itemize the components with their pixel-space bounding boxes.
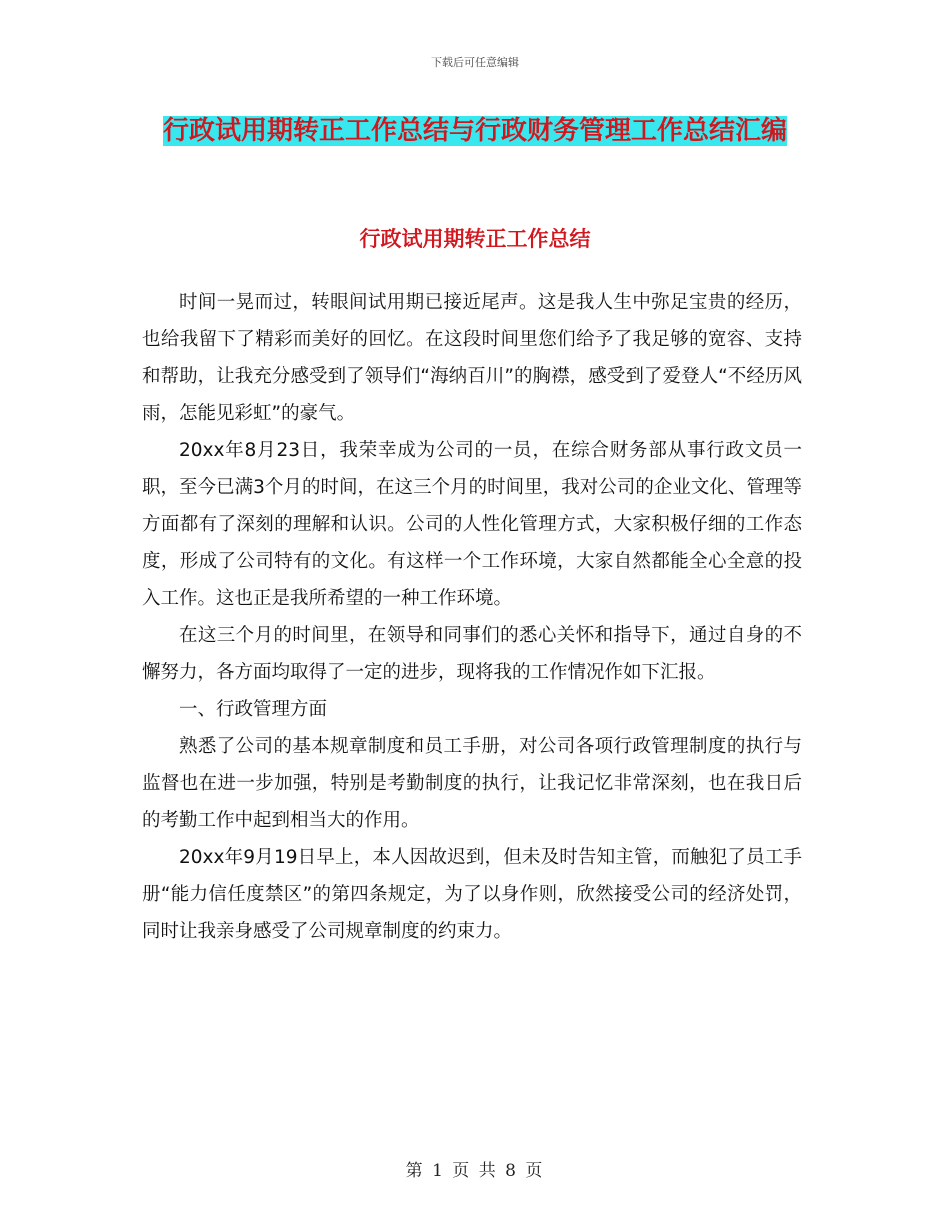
paragraph: 20xx年9月19日早上，本人因故迟到，但未及时告知主管，而触犯了员工手册“能力信任度禁区”的第四条规定，为了以身作则，欣然接受公司的经济处罚，同时让我亲身感受了公司规章制度的约束力。 (142, 847, 802, 942)
subheading: 一、行政管理方面 (179, 699, 328, 720)
document-title-text: 行政试用期转正工作总结与行政财务管理工作总结汇编 (162, 116, 787, 146)
document-body (142, 284, 802, 950)
paragraph: 20xx年8月23日，我荣幸成为公司的一员，在综合财务部从事行政文员一职，至今已满3个月的时间，在这三个月的时间里，我对公司的企业文化、管理等方面都有了深刻的理解和认识。公司的人性化管理方式，大家积极仔细的工作态度，形成了公司特有的文化。有这样一个工作环境，大家自然都能全心全意的投入工作。这也正是我所希望的一种工作环境。 (142, 440, 802, 609)
paragraph: 熟悉了公司的基本规章制度和员工手册，对公司各项行政管理制度的执行与监督也在进一步加强，特别是考勤制度的执行，让我记忆非常深刻，也在我日后的考勤工作中起到相当大的作用。 (142, 736, 802, 831)
paragraph: 在这三个月的时间里，在领导和同事们的悉心关怀和指导下，通过自身的不懈努力，各方面均取得了一定的进步，现将我的工作情况作如下汇报。 (142, 625, 802, 683)
page-footer: 第 1 页 共 8 页 (405, 1161, 545, 1181)
section-title: 行政试用期转正工作总结 (359, 227, 591, 251)
header-note: 下载后可任意编辑 (431, 56, 519, 69)
paragraph: 时间一晃而过，转眼间试用期已接近尾声。这是我人生中弥足宝贵的经历，也给我留下了精彩而美好的回忆。在这段时间里您们给予了我足够的宽容、支持和帮助，让我充分感受到了领导们“海纳百川”的胸襟，感受到了爱登人“不经历风雨，怎能见彩虹”的豪气。 (142, 292, 802, 424)
document-title (150, 108, 800, 155)
